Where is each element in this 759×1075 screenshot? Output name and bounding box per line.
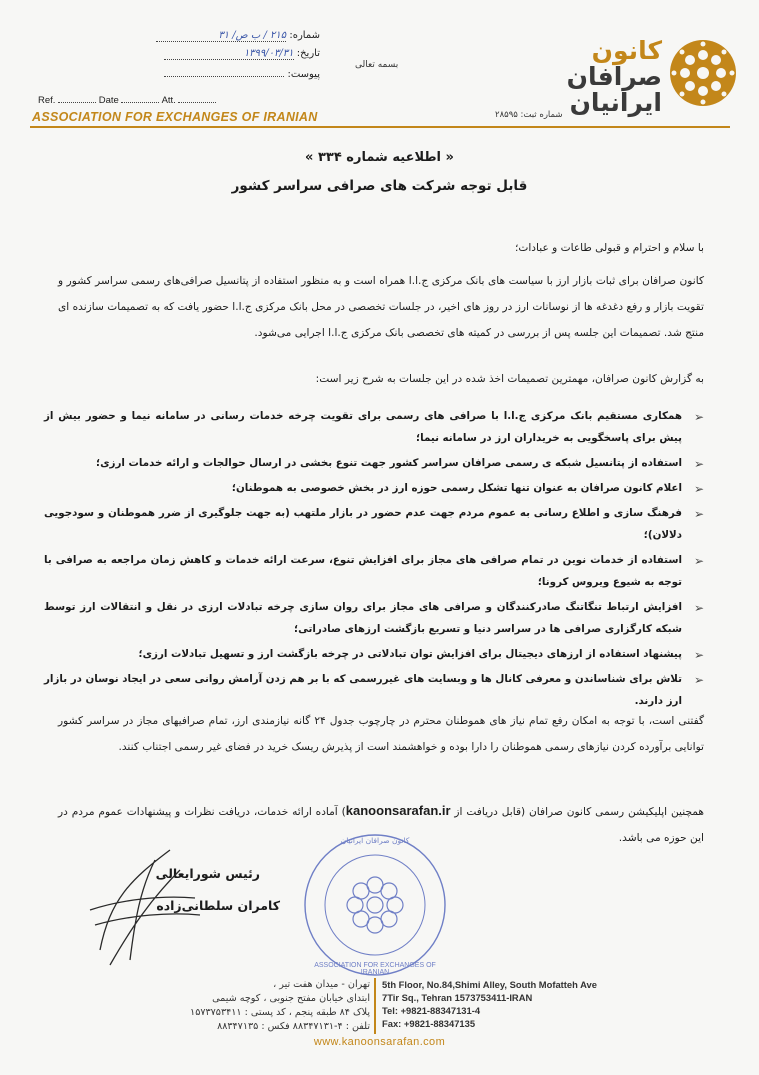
number-label: شماره: (289, 30, 320, 41)
seal-outer-text: ASSOCIATION FOR EXCHANGES OF IRANIAN (314, 962, 436, 976)
footer-divider (374, 978, 376, 1034)
app-paragraph-start: همچنین اپلیکیشن رسمی کانون صرافان (قابل دریافت از (450, 806, 705, 818)
date-label: تاریخ: (296, 48, 320, 59)
date-value: ۱۳۹۹/۰۳/۳۱ (164, 48, 294, 60)
address-line: 5th Floor, No.84,Shimi Alley, South Mofatteh Ave (382, 979, 597, 990)
logo-emblem-icon (668, 38, 738, 112)
list-item (44, 643, 704, 665)
list-item-text: پیشنهاد استفاده از ارزهای دیجیتال برای افزایش توان تبادلاتی در چرخه بازگشت ارز و تسهیل تبادلات ارزی؛ (138, 648, 682, 660)
address-english (382, 978, 652, 1030)
list-item-text: اعلام کانون صرافان به عنوان تنها تشکل رسمی حوزه ارز در بخش خصوصی به هموطنان؛ (231, 482, 682, 494)
official-seal (300, 830, 450, 984)
ref-label: Ref. (38, 95, 56, 106)
list-item (44, 668, 704, 712)
list-item-text: فرهنگ سازی و اطلاع رسانی به عموم مردم جهت عدم حضور در بازار ملتهب (به جهت جلوگیری از ضرر هموطنان و سودجویی دلالان)؛ (44, 507, 682, 541)
fax-line: Fax: +9821-88347135 (382, 1018, 476, 1029)
address-line: تهران - میدان هفت تیر ، (273, 979, 370, 990)
list-item-text: استفاده از پتانسیل شبکه ی رسمی صرافان سراسر کشور جهت تنوع بخشی در ارسال حوالجات و ارائه خدمات ارزی؛ (95, 457, 682, 469)
app-paragraph-end: ) آماده ارائه خدمات، دریافت نظرات و پیشنهادات عموم مردم در این حوزه می باشد. (58, 806, 704, 844)
attachment-label: پیوست: (287, 69, 320, 80)
basmala: بسمه تعالی (355, 60, 399, 70)
logo-line-1: کانون (591, 36, 662, 65)
list-item-text: استفاده از خدمات نوین در تمام صرافی های مجاز برای افزایش تنوع، سرعت ارائه خدمات و کاهش زمان مراجعه به صرافی با توجه به شیوع ویروس کرونا؛ (44, 554, 682, 588)
logo-text (552, 36, 662, 125)
notice-subtitle: قابل توجه شرکت های صرافی سراسر کشور (231, 178, 528, 194)
list-item (44, 549, 704, 593)
closing-paragraph: گفتنی است، با توجه به امکان رفع تمام نیاز های هموطنان محترم در چارچوب جدول ۲۴ گانه نیازمندی ارز، تمام صرافیهای مجاز در سراسر کشور توانایی برآورده کردن نیازهای رسمی هموطنان را دارا بوده و خواهشمند است از پذیرش ریسک خرید در فضای غیر رسمی اجتناب کنند. (58, 715, 705, 753)
report-paragraph: به گزارش کانون صرافان، مهمترین تصمیمات اخذ شده در این جلسات به شرح زیر است: (315, 373, 704, 385)
footer-website[interactable]: www.kanoonsarafan.com (313, 1036, 446, 1048)
arrow-bullet-icon: ➢ (693, 601, 704, 615)
number-row (120, 30, 320, 48)
address-persian (170, 978, 370, 1034)
number-value: ۲۱۵ / ب ص/ ۳۱ (156, 30, 286, 42)
attachment-value (164, 66, 284, 77)
list-item (44, 502, 704, 546)
arrow-bullet-icon: ➢ (693, 457, 704, 471)
phone-line: Tel: +9821-88347131-4 (382, 1005, 481, 1016)
intro-paragraph: کانون صرافان برای ثبات بازار ارز با سیاست های بانک مرکزی ج.ا.ا همراه است و به منظور استفاده از پتانسیل صرافی‌های رسمی سراسر کشور و تقویت بازار و رفع دغدغه ها از نوسانات ارز در روز های اخیر، در جلسات تخصصی در محل بانک مرکزی ج.ا.ا حضور یافت که به تصمیمات سازنده ای منتج شد. تصمیمات این جلسه پس از بررسی در کمیته های تخصصی بانک مرکزی ج.ا.ا اجرایی می‌شود. (58, 275, 704, 339)
date-row (120, 48, 320, 66)
list-item-text: تلاش برای شناساندن و معرفی کانال ها و وبسایت های غیررسمی که با بر هم زدن آرامش روانی سعی در ایجاد نوسان در بازار ارز دارند. (44, 673, 682, 707)
phone-line: تلفن : ۴-۸۸۳۴۷۱۳۱ فکس : ۸۸۳۴۷۱۳۵ (217, 1021, 370, 1032)
registration-number: شماره ثبت: ۲۸۵۹۵ (495, 110, 563, 120)
address-line: ابتدای خیابان مفتح جنوبی ، کوچه شیمی (212, 993, 370, 1004)
website-link[interactable]: kanoonsarafan.ir (345, 803, 451, 818)
list-item (44, 452, 704, 474)
list-item-text: همکاری مستقیم بانک مرکزی ج.ا.ا با صرافی های رسمی برای تقویت چرخه خدمات رسانی در سامانه نیما و حضور بیش از پیش برای پاسخگویی به خریداران ارز در سامانه نیما؛ (44, 410, 682, 444)
association-name: ASSOCIATION FOR EXCHANGES OF IRANIAN (32, 110, 318, 124)
reference-row (38, 95, 216, 106)
att-label: Att. (161, 95, 176, 106)
handwritten-signature (70, 840, 210, 974)
list-item (44, 405, 704, 449)
address-line: 7Tir Sq., Tehran 1573753411-IRAN (382, 992, 533, 1003)
arrow-bullet-icon: ➢ (693, 673, 704, 687)
list-item (44, 596, 704, 640)
list-item (44, 477, 704, 499)
arrow-bullet-icon: ➢ (693, 482, 704, 496)
address-line: پلاک ۸۴ طبقه پنجم ، کد پستی : ۱۵۷۳۷۵۳۴۱۱ (190, 1007, 370, 1018)
notice-number-title: « اطلاعیه شماره ۳۳۴ » (305, 150, 454, 165)
date-en-label: Date (98, 95, 119, 106)
attachment-row (120, 66, 320, 84)
logo-line-3: ایرانیان (569, 88, 662, 117)
seal-inner-text: کانون صرافان ایرانیان (340, 836, 410, 845)
arrow-bullet-icon: ➢ (693, 554, 704, 568)
att-blank (178, 102, 216, 103)
signatory-role: رئیس شورایعالی (155, 866, 260, 881)
ref-blank (58, 102, 96, 103)
decisions-list (44, 405, 704, 715)
logo-line-2: صرافان (566, 62, 662, 91)
arrow-bullet-icon: ➢ (693, 507, 704, 521)
date-en-blank (121, 102, 159, 103)
greeting: با سلام و احترام و قبولی طاعات و عبادات؛ (515, 242, 704, 254)
header-rule (30, 126, 730, 128)
list-item-text: افزایش ارتباط تنگاتنگ صادرکنندگان و صرافی های مجاز برای روان سازی چرخه تبادلات ارزی در نقل و انتقالات ارز توسط شبکه کارگزاری صرافی ها در سراسر دنیا و تسریع بازگشت ارزهای صادراتی؛ (44, 601, 682, 635)
signatory-name: کامران سلطانی‌زاده (156, 898, 280, 913)
arrow-bullet-icon: ➢ (693, 648, 704, 662)
letter-meta (120, 30, 320, 84)
arrow-bullet-icon: ➢ (693, 410, 704, 424)
